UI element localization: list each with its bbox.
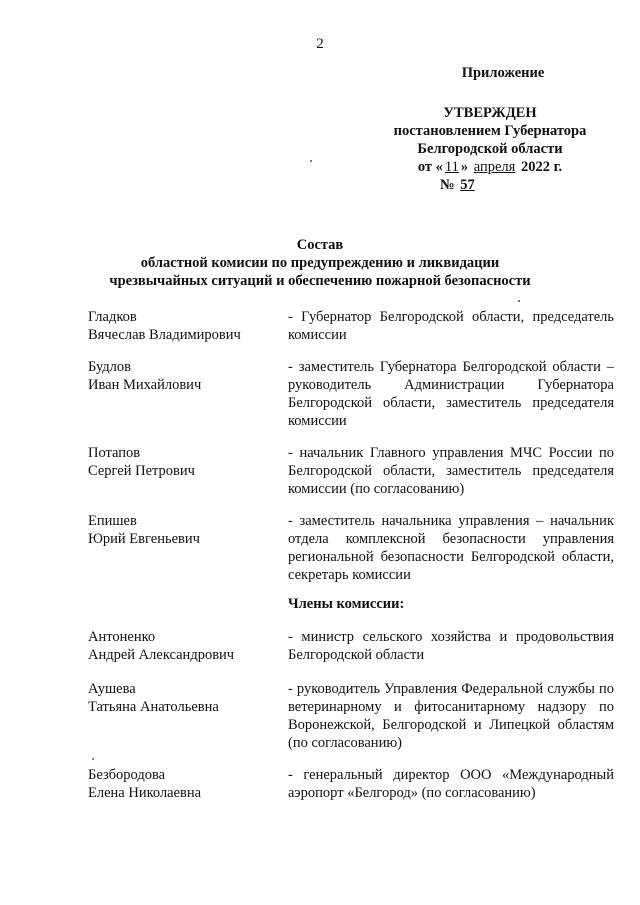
approval-block <box>360 64 620 194</box>
member-given-name: Иван Михайлович <box>88 377 202 393</box>
title-main: Состав <box>296 237 344 253</box>
member-given-name: Андрей Александрович <box>88 647 235 663</box>
approval-line-2: Белгородской области <box>417 141 563 157</box>
member-name <box>88 308 288 358</box>
member-name <box>88 766 288 802</box>
leadership-list <box>88 308 614 584</box>
member-name <box>88 628 288 680</box>
approval-date <box>360 158 620 176</box>
date-mid: » <box>460 159 472 175</box>
date-prefix: от « <box>417 159 443 175</box>
approved-label: УТВЕРЖДЕН <box>443 105 537 121</box>
member-role: - министр сельского хозяйства и продовольствия Белгородской области <box>288 629 614 663</box>
scan-speck <box>310 160 312 162</box>
commission-members-list <box>88 628 614 802</box>
section-heading: Члены комиссии: <box>288 596 405 612</box>
member-surname: Безбородова <box>88 767 166 783</box>
member-row <box>88 512 614 584</box>
date-month: апреля <box>473 159 516 175</box>
member-row <box>88 308 614 358</box>
member-surname: Гладков <box>88 309 137 325</box>
date-day: 11 <box>444 159 459 175</box>
number-value: 57 <box>460 177 475 193</box>
member-row <box>88 766 614 802</box>
member-surname: Будлов <box>88 359 132 375</box>
member-surname: Аушева <box>88 681 136 697</box>
member-row <box>88 444 614 512</box>
date-year: 2022 г. <box>520 159 563 175</box>
appendix-label: Приложение <box>461 65 545 81</box>
approval-line-1: постановлением Губернатора <box>393 123 587 139</box>
member-given-name: Юрий Евгеньевич <box>88 531 200 547</box>
member-surname: Потапов <box>88 445 141 461</box>
member-name <box>88 358 288 444</box>
number-prefix: № <box>440 177 459 193</box>
approval-number <box>360 176 620 194</box>
title-line-1: областной комисии по предупреждению и ликвидации <box>140 255 500 271</box>
member-given-name: Вячеслав Владимирович <box>88 327 241 343</box>
member-role: - заместитель Губернатора Белгородской области – руководитель Администрации Губернатора Белгородской области, заместитель председателя комиссии <box>288 359 614 429</box>
scan-speck <box>518 300 520 302</box>
member-role: - заместитель начальника управления – начальник отдела комплексной безопасности управления региональной безопасности Белгородской области, секретарь комиссии <box>288 513 614 583</box>
member-role: - генеральный директор ООО «Международный аэропорт «Белгород» (по согласованию) <box>288 767 614 801</box>
member-surname: Антоненко <box>88 629 156 645</box>
member-given-name: Татьяна Анатольевна <box>88 699 219 715</box>
member-row <box>88 628 614 680</box>
member-row <box>88 680 614 766</box>
title-line-2: чрезвычайных ситуаций и обеспечению пожарной безопасности <box>109 273 531 289</box>
member-surname: Епишев <box>88 513 137 529</box>
document-title <box>60 236 580 290</box>
page-number: 2 <box>316 36 324 52</box>
member-name <box>88 512 288 584</box>
member-role: - начальник Главного управления МЧС России по Белгородской области, заместитель председателя комиссии (по согласованию) <box>288 445 614 497</box>
member-name <box>88 680 288 766</box>
scan-speck <box>92 758 94 760</box>
member-given-name: Елена Николаевна <box>88 785 202 801</box>
member-role: - руководитель Управления Федеральной службы по ветеринарному и фитосанитарному надзору по Воронежской, Белгородской и Липецкой областям (по согласованию) <box>288 681 614 751</box>
member-role: - Губернатор Белгородской области, председатель комиссии <box>288 309 614 343</box>
member-row <box>88 358 614 444</box>
member-given-name: Сергей Петрович <box>88 463 195 479</box>
member-name <box>88 444 288 512</box>
